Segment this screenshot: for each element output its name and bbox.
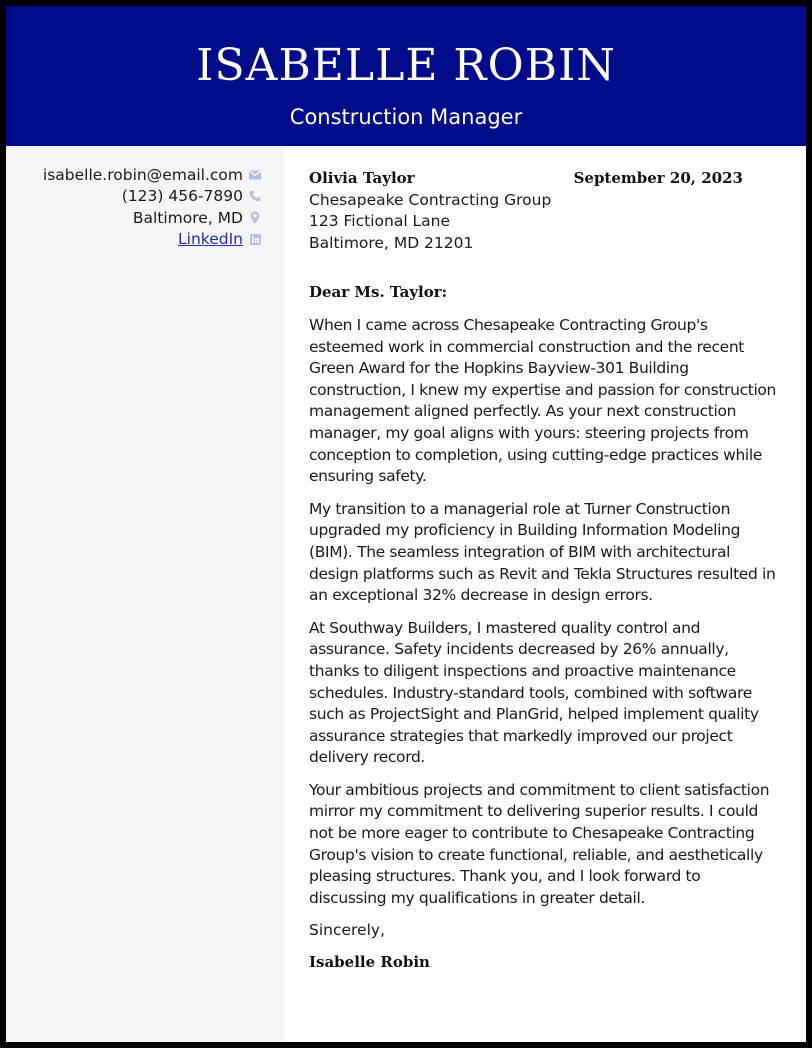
cover-letter-page bbox=[6, 6, 806, 1042]
envelope-icon bbox=[248, 168, 262, 182]
map-pin-icon bbox=[248, 211, 262, 225]
linkedin-link[interactable]: LinkedIn bbox=[178, 230, 243, 249]
recipient-company: Chesapeake Contracting Group bbox=[309, 190, 552, 209]
paragraph: At Southway Builders, I mastered quality control and assurance. Safety incidents decreased by 26% annually, thanks to diligent inspections and proactive maintenance schedules. Industry-standard tools, combined with software such as ProjectSight and PlanGrid, helped implement quality assurance strategies that markedly improved our project delivery record. bbox=[309, 618, 759, 767]
applicant-name: ISABELLE ROBIN bbox=[196, 40, 616, 91]
job-title: Construction Manager bbox=[289, 105, 523, 129]
recipient-name: Olivia Taylor bbox=[309, 169, 415, 187]
paragraph: When I came across Chesapeake Contracting Group's esteemed work in commercial construction and the recent Green Award for the Hopkins Bayview-301 Building construction, I knew my expertise and passion for construction management aligned perfectly. As your next construction manager, my goal aligns with yours: steering projects from conception to completion, using cutting-edge practices while ensuring safety. bbox=[309, 316, 777, 486]
sidebar bbox=[6, 146, 284, 1042]
contact-info bbox=[43, 164, 262, 250]
header-banner bbox=[6, 6, 806, 146]
signature: Isabelle Robin bbox=[309, 952, 430, 971]
contact-email[interactable]: isabelle.robin@email.com bbox=[42, 165, 243, 184]
contact-linkedin-row bbox=[43, 229, 262, 251]
paragraph: My transition to a managerial role at Turner Construction upgraded my proficiency in Building Information Modeling (BIM). The seamless integration of BIM with architectural design platforms such as Revit and Tekla Structures resulted in an exceptional 32% decrease in design errors. bbox=[309, 499, 776, 605]
contact-phone-row bbox=[43, 186, 262, 208]
phone-icon bbox=[248, 189, 262, 203]
closing: Sincerely, bbox=[309, 921, 386, 940]
recipient-street: 123 Fictional Lane bbox=[309, 212, 451, 230]
letter-paragraphs bbox=[309, 315, 779, 973]
letter-date: September 20, 2023 bbox=[573, 169, 743, 187]
paragraph: Your ambitious projects and commitment to client satisfaction mirror my commitment to delivering superior results. I could not be more eager to contribute to Chesapeake Contracting Group's vision to create functional, reliable, and aesthetically pleasing structures. Thank you, and I look forward to discussing my qualifications in greater detail. bbox=[309, 780, 770, 907]
contact-email-row bbox=[43, 164, 262, 186]
contact-location: Baltimore, MD bbox=[132, 208, 243, 227]
contact-location-row bbox=[43, 207, 262, 229]
linkedin-icon bbox=[248, 232, 262, 246]
contact-phone[interactable]: (123) 456-7890 bbox=[121, 187, 243, 206]
recipient-city: Baltimore, MD 21201 bbox=[309, 233, 474, 252]
salutation: Dear Ms. Taylor: bbox=[309, 283, 448, 301]
